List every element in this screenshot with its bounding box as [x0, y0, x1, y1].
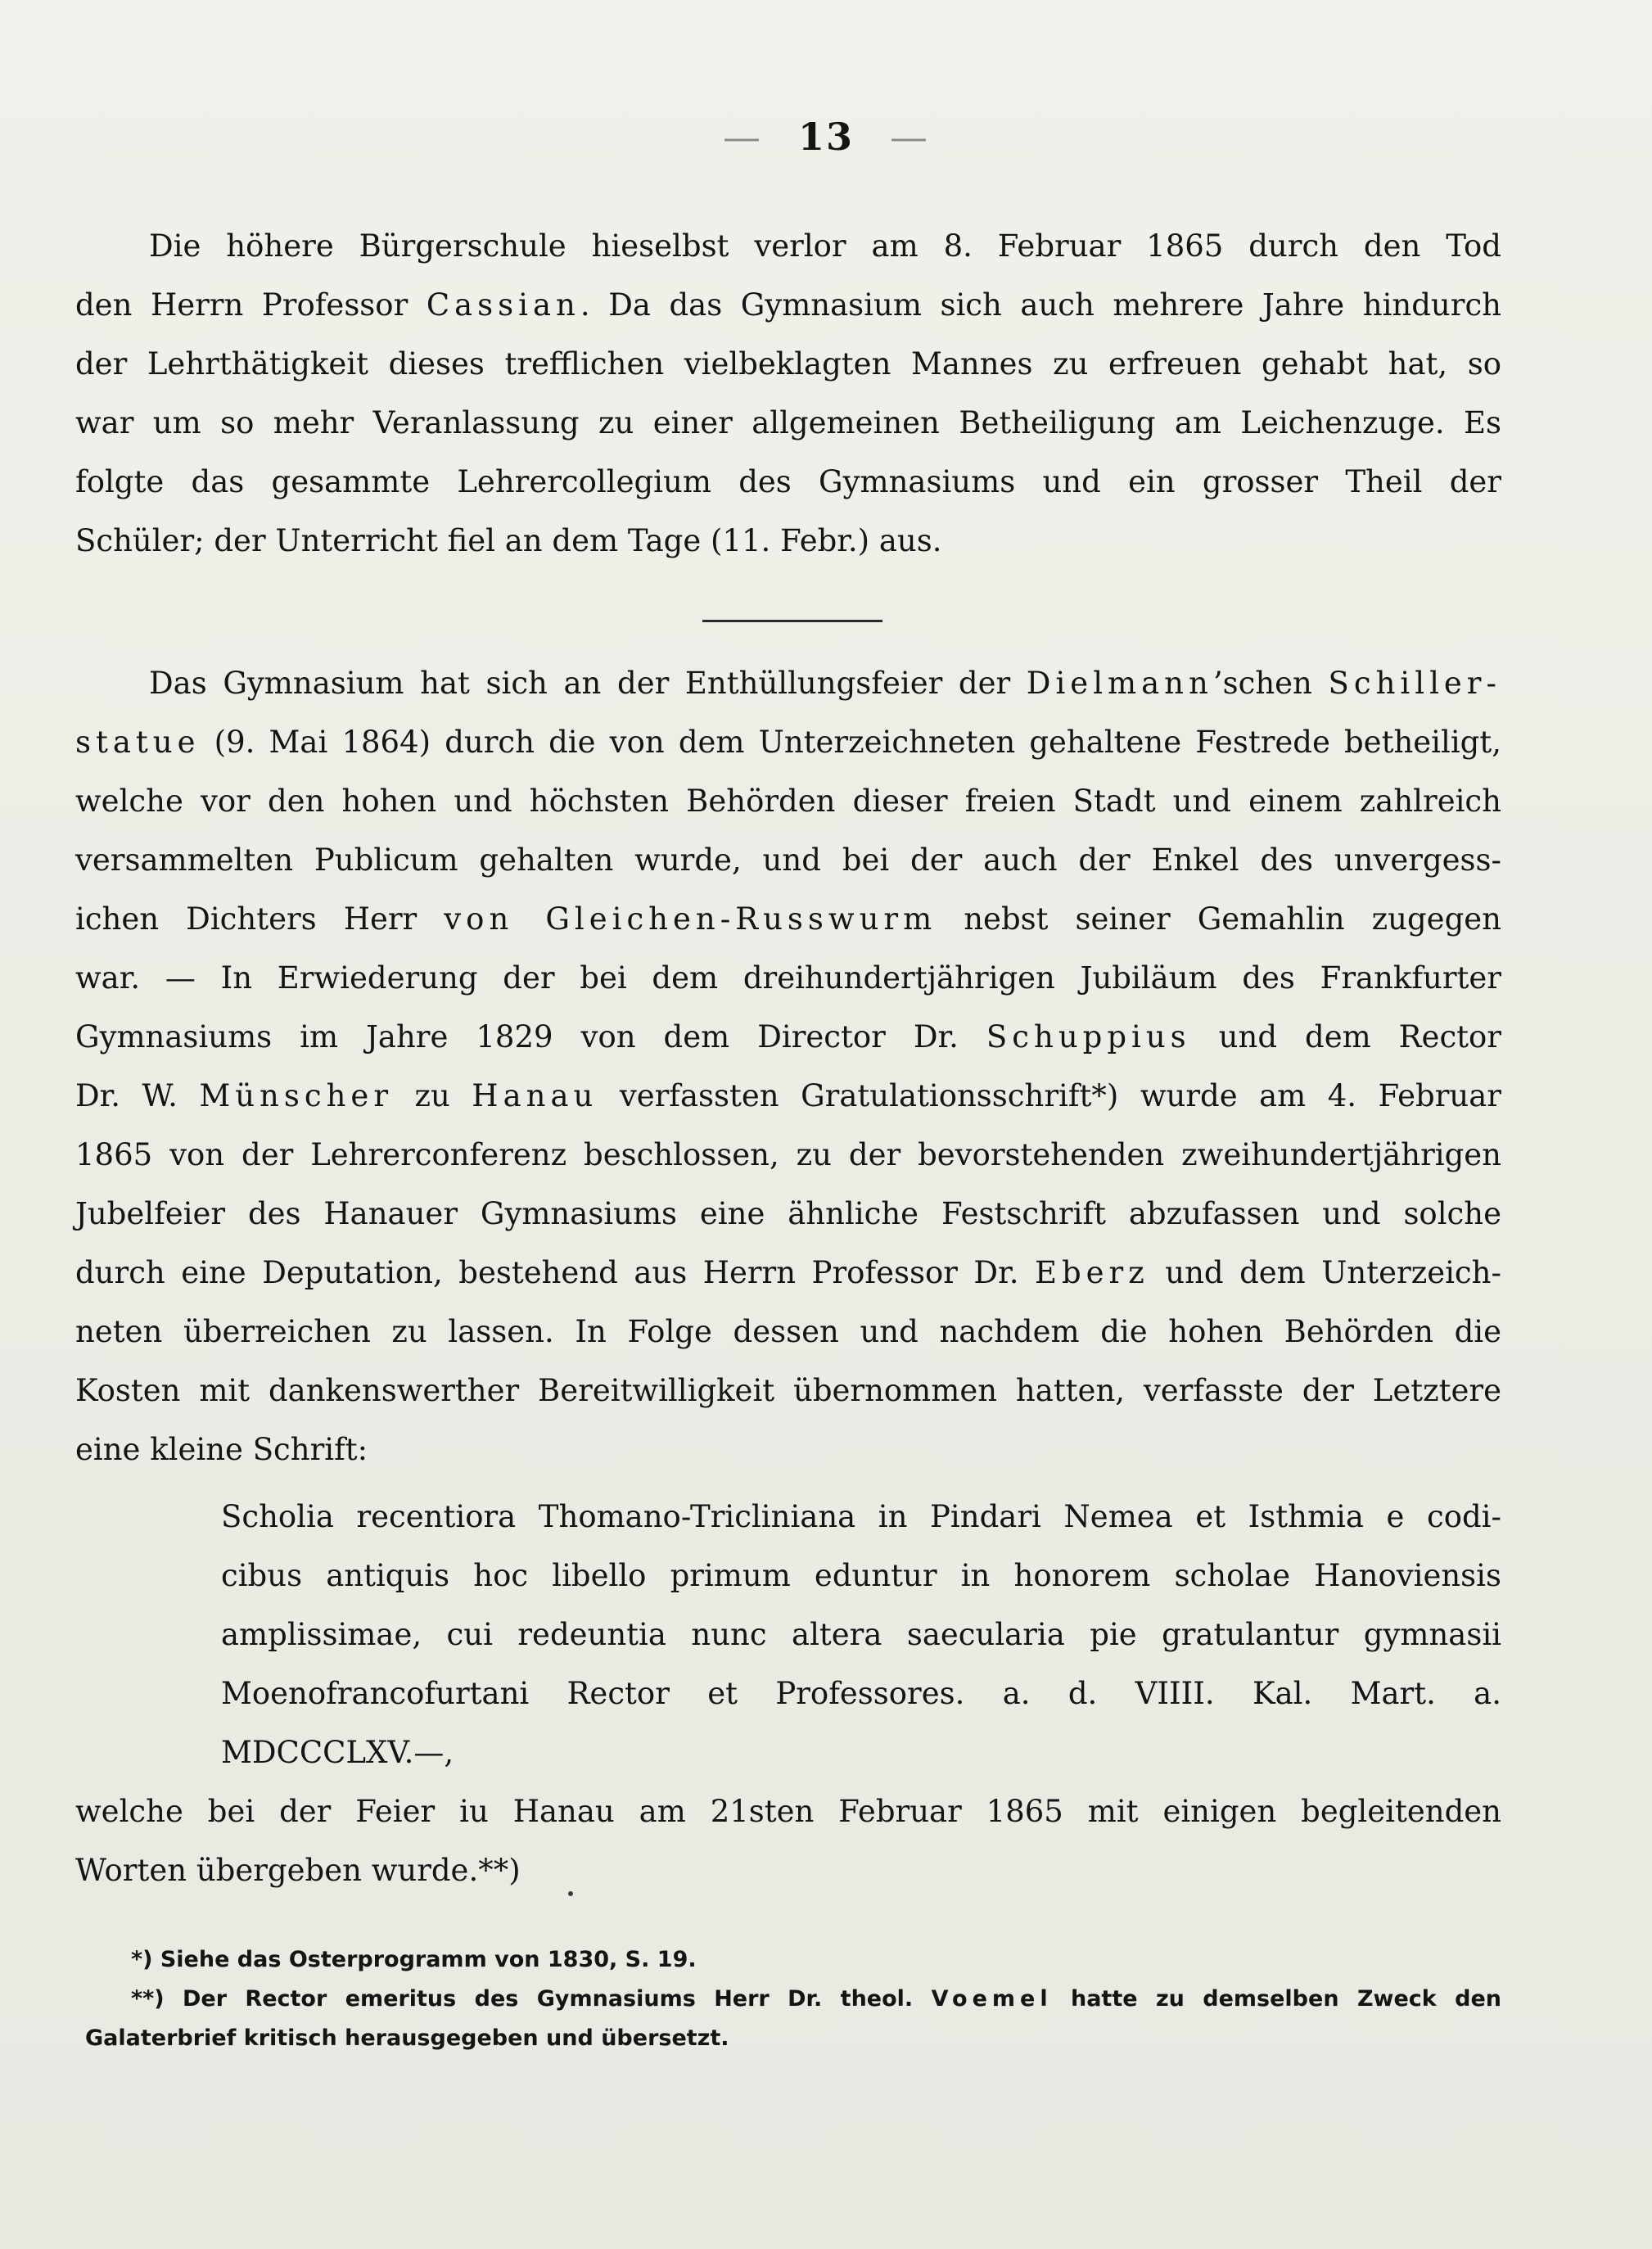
person-name: Schuppius	[986, 1019, 1191, 1055]
text-line: ichen Dichters Herr von Gleichen-Russwurm nebst seiner Gemahlin zugegen	[75, 901, 1501, 937]
text-line: Gymnasiums im Jahre 1829 von dem Director Dr. Schuppius und dem Rector	[75, 1019, 1501, 1055]
text-line: Das Gymnasium hat sich an der Enthüllungsfeier der Dielmann’schen Schiller-	[149, 666, 1501, 701]
page-number-dash-right: —	[890, 115, 930, 159]
paragraph-cassian	[75, 217, 1501, 571]
emphasis: statue	[75, 725, 201, 760]
person-name: Cassian	[426, 287, 580, 323]
quote-line: Moenofrancofurtani Rector et Professores. a. d. VIIII. Kal. Mart. a.	[221, 1676, 1501, 1711]
text-line: Kosten mit dankenswerther Bereitwilligkeit übernommen hatten, verfasste der Letztere	[75, 1373, 1501, 1408]
text-line: neten überreichen zu lassen. In Folge dessen und nachdem die hohen Behörden die	[75, 1314, 1501, 1349]
person-name: von Gleichen-Russwurm	[444, 901, 937, 937]
text-line: war. — In Erwiederung der bei dem dreihundertjährigen Jubiläum des Frankfurter	[75, 960, 1501, 996]
paragraph-schiller	[75, 654, 1501, 1479]
page-number-header	[0, 115, 1652, 159]
page-number: 13	[797, 115, 854, 159]
page-number-dash-left: —	[722, 115, 762, 159]
quote-line: cibus antiquis hoc libello primum eduntur in honorem scholae Hanoviensis	[221, 1558, 1501, 1593]
ink-speck	[568, 1891, 573, 1896]
footnotes	[85, 1940, 1501, 2058]
text-line: Worten übergeben wurde.**)	[75, 1853, 521, 1888]
text-line: welche bei der Feier iu Hanau am 21sten Februar 1865 mit einigen begleitenden	[75, 1794, 1501, 1829]
person-name: Eberz	[1034, 1255, 1149, 1290]
person-name: Münscher	[199, 1078, 394, 1113]
text-line: durch eine Deputation, bestehend aus Herrn Professor Dr. Eberz und dem Unterzeich-	[75, 1255, 1501, 1290]
text-line: Jubelfeier des Hanauer Gymnasiums eine ähnliche Festschrift abzufassen und solche	[75, 1196, 1501, 1231]
text-line: der Lehrthätigkeit dieses trefflichen vielbeklagten Mannes zu erfreuen gehabt hat, so	[75, 346, 1501, 382]
person-name: Voemel	[931, 1986, 1053, 2012]
quote-line: Scholia recentiora Thomano-Tricliniana in Pindari Nemea et Isthmia e codi-	[221, 1499, 1501, 1534]
text-line: den Herrn Professor Cassian. Da das Gymnasium sich auch mehrere Jahre hindurch	[75, 287, 1501, 323]
text-line: 1865 von der Lehrerconferenz beschlossen, zu der bevorstehenden zweihundertjährigen	[75, 1137, 1501, 1172]
quote-line: MDCCCLXV.—,	[221, 1735, 454, 1770]
section-separator	[702, 620, 882, 622]
paragraph-hanau	[75, 1782, 1501, 1900]
latin-title-quote	[221, 1488, 1501, 1782]
footnote-1: *) Siehe das Osterprogramm von 1830, S. 19.	[131, 1947, 697, 1972]
text-line: war um so mehr Veranlassung zu einer allgemeinen Betheiligung am Leichenzuge. Es	[75, 405, 1501, 440]
quote-line: amplissimae, cui redeuntia nunc altera saecularia pie gratulantur gymnasii	[221, 1617, 1501, 1652]
person-name: Dielmann	[1026, 666, 1213, 701]
text-line: Schüler; der Unterricht fiel an dem Tage (11. Febr.) aus.	[75, 523, 942, 558]
text-line: Die höhere Bürgerschule hieselbst verlor am 8. Februar 1865 durch den Tod	[149, 228, 1501, 264]
text-line: folgte das gesammte Lehrercollegium des Gymnasiums und ein grosser Theil der	[75, 464, 1501, 499]
person-name: Schiller-	[1328, 666, 1501, 701]
footnote-2-continued: Galaterbrief kritisch herausgegeben und übersetzt.	[85, 2025, 729, 2051]
text-line: eine kleine Schrift:	[75, 1432, 368, 1467]
text-line: statue (9. Mai 1864) durch die von dem Unterzeichneten gehaltene Festrede betheiligt,	[75, 725, 1501, 760]
text-line: Dr. W. Münscher zu Hanau verfassten Gratulationsschrift*) wurde am 4. Februar	[75, 1078, 1501, 1113]
place-name: Hanau	[472, 1078, 598, 1113]
text-line: welche vor den hohen und höchsten Behörden dieser freien Stadt und einem zahlreich	[75, 784, 1501, 819]
text-line: versammelten Publicum gehalten wurde, und bei der auch der Enkel des unvergess-	[75, 842, 1501, 878]
footnote-2: **) Der Rector emeritus des Gymnasiums Herr Dr. theol. Voemel hatte zu demselben Zweck den	[131, 1986, 1501, 2012]
